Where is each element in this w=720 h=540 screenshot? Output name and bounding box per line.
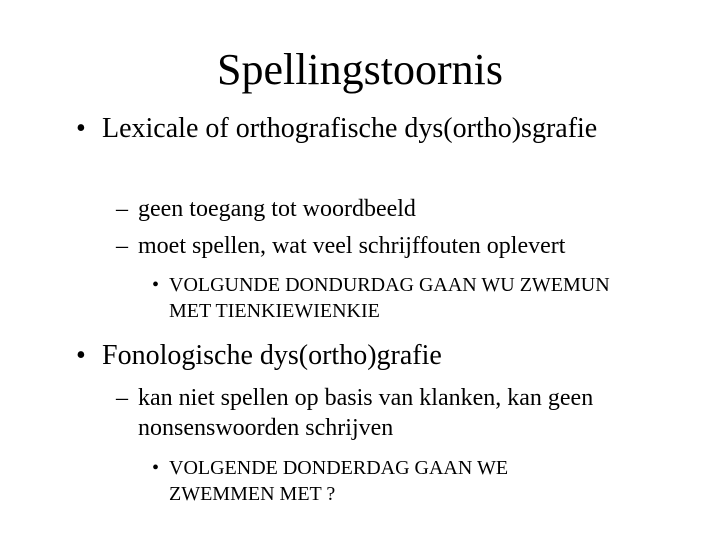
subitem-text: moet spellen, wat veel schrijffouten oplevert xyxy=(138,233,566,259)
example-fonologische xyxy=(152,455,612,507)
bullet-text: Lexicale of orthografische dys(ortho)sgrafie xyxy=(102,113,598,144)
subitem-geen-toegang xyxy=(116,194,696,224)
subitem-kan-niet-spellen xyxy=(116,383,696,443)
slide-title: Spellingstoornis xyxy=(216,45,504,94)
bullet-marker: • xyxy=(152,274,160,296)
bullet-marker: • xyxy=(152,457,160,479)
dash-marker: – xyxy=(116,385,128,411)
bullet-marker: • xyxy=(76,113,86,144)
subitem-text: kan niet spellen op basis van klanken, kan geen nonsenswoorden schrijven xyxy=(138,385,594,441)
example-text: VOLGUNDE DONDURDAG GAAN WU ZWEMUN MET TIENKIEWIENKIE xyxy=(169,274,610,322)
example-lexicale xyxy=(152,272,612,324)
subitem-text: geen toegang tot woordbeeld xyxy=(138,196,416,222)
dash-marker: – xyxy=(116,233,128,259)
example-text: VOLGENDE DONDERDAG GAAN WE ZWEMMEN MET ? xyxy=(169,457,509,505)
dash-marker: – xyxy=(116,196,128,222)
bullet-marker: • xyxy=(76,340,86,371)
bullet-text: Fonologische dys(ortho)grafie xyxy=(102,340,442,371)
subitem-moet-spellen xyxy=(116,231,696,261)
bullet-lexicale xyxy=(76,112,676,145)
bullet-fonologische xyxy=(76,339,676,372)
